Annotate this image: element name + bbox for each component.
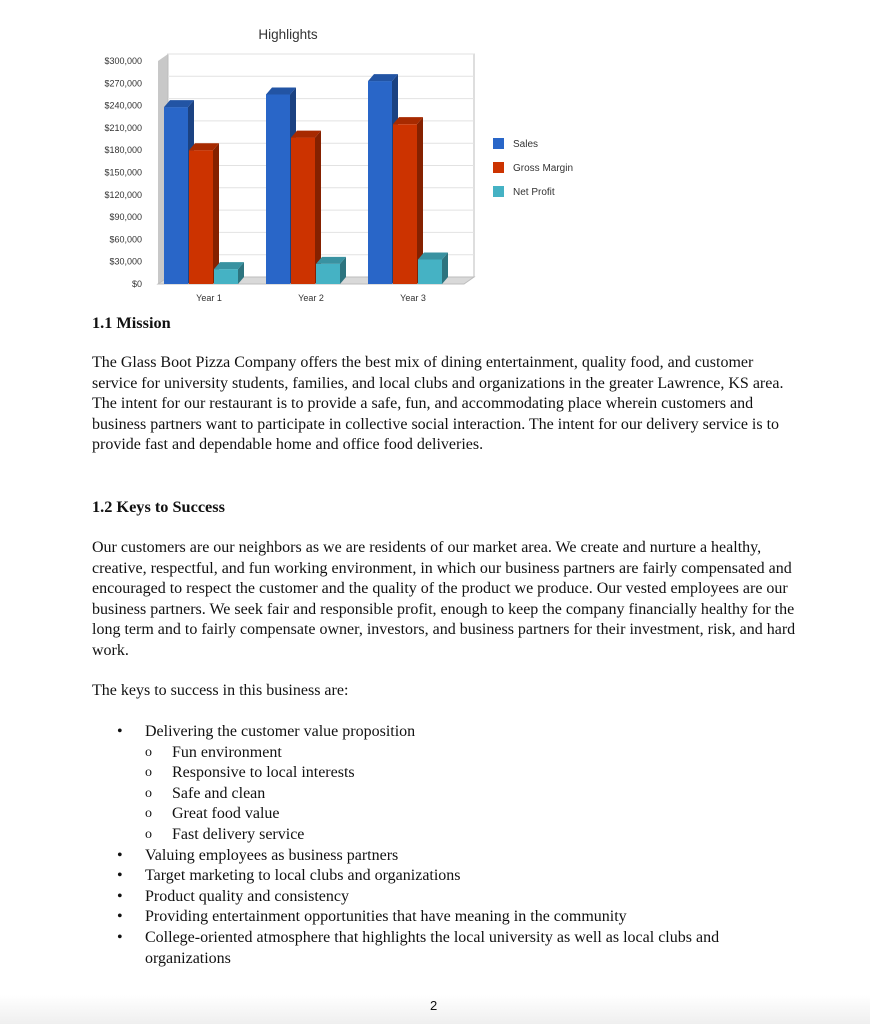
bar-net-profit-year-3 (418, 252, 448, 284)
y-axis-tick-labels (104, 56, 142, 289)
bar-gross-margin-year-1 (189, 143, 219, 284)
bar-net-profit-year-2 (316, 257, 346, 284)
mission-heading: 1.1 Mission (92, 313, 171, 332)
bar-front (266, 94, 290, 284)
bar-gross-margin-year-2 (291, 131, 321, 284)
bullet-mark: • (117, 723, 123, 740)
sub-list-item (145, 784, 797, 805)
sub-bullet-mark: o (145, 826, 152, 842)
bar-net-profit-year-1 (214, 262, 244, 284)
bar-front (418, 259, 442, 284)
list-item-text: Target marketing to local clubs and organizations (145, 867, 461, 885)
sub-bullet-mark: o (145, 785, 152, 801)
bar-front (291, 138, 315, 284)
sub-bullet-mark: o (145, 744, 152, 760)
sub-bullet-mark: o (145, 765, 152, 781)
bullet-mark: • (117, 887, 123, 905)
bar-front (164, 107, 188, 284)
page-number: 2 (430, 998, 438, 1013)
bullet-mark: • (117, 846, 123, 864)
chart-legend (493, 138, 573, 198)
sub-list-item-text: Fast delivery service (172, 825, 305, 843)
x-tick-label: Year 2 (298, 293, 324, 303)
y-tick-label: $180,000 (104, 145, 142, 156)
sub-list (145, 743, 797, 846)
bar-front (316, 264, 340, 284)
list-item-text: Providing entertainment opportunities that have meaning in the community (145, 908, 627, 926)
list-item-text: College-oriented atmosphere that highlights the local university as well as local clubs and organizations (145, 928, 720, 967)
highlights-chart (0, 0, 870, 310)
sub-list-item-text: Responsive to local interests (172, 764, 355, 782)
y-tick-label: $240,000 (104, 100, 142, 111)
list-item (92, 907, 797, 928)
y-tick-label: $30,000 (109, 256, 142, 267)
x-tick-label: Year 3 (400, 293, 426, 303)
x-tick-label: Year 1 (196, 293, 222, 303)
legend-label: Sales (513, 139, 539, 150)
keys-list (92, 722, 797, 969)
list-item-text: Product quality and consistency (145, 887, 349, 905)
sub-bullet-mark: o (145, 806, 152, 822)
list-item (92, 887, 797, 908)
legend-label: Gross Margin (513, 163, 574, 174)
list-item (92, 722, 797, 846)
x-axis-tick-labels (196, 293, 426, 303)
list-item-text: Delivering the customer value proposition (145, 723, 416, 740)
sub-list-item (145, 743, 797, 764)
legend-label: Net Profit (513, 187, 555, 198)
bar-front (189, 150, 213, 284)
mission-paragraph: The Glass Boot Pizza Company offers the best mix of dining entertainment, quality food, and customer service for university students, families, and local clubs and organizations in the greater Lawrence, KS area. The intent for our restaurant is to provide a safe, fun, and accommodating place wherein customers and business partners want to participate in collective social interaction. The intent for our delivery service is to provide fast and dependable home and office food deliveries. (92, 354, 784, 454)
y-tick-label: $270,000 (104, 78, 142, 89)
y-tick-label: $60,000 (109, 234, 142, 245)
y-tick-label: $0 (131, 279, 142, 289)
bullet-mark: • (117, 908, 123, 926)
list-item (92, 846, 797, 867)
legend-swatch (493, 162, 504, 173)
bullet-mark: • (117, 928, 123, 946)
y-tick-label: $300,000 (104, 56, 142, 66)
legend-swatch (493, 186, 504, 197)
list-item (92, 928, 797, 969)
y-tick-label: $210,000 (104, 122, 142, 133)
list-item-text: Valuing employees as business partners (145, 846, 399, 864)
sub-list-item-text: Great food value (172, 805, 280, 823)
sub-list-item (145, 804, 797, 825)
chart-title: Highlights (258, 27, 318, 42)
bar-side (213, 143, 219, 284)
y-tick-label: $90,000 (109, 212, 142, 223)
sub-list-item (145, 763, 797, 784)
sub-list-item (145, 825, 797, 846)
legend-swatch (493, 138, 504, 149)
sub-list-item-text: Safe and clean (172, 784, 266, 802)
bullet-mark: • (117, 867, 123, 885)
keys-paragraph: Our customers are our neighbors as we are residents of our market area. We create and nurture a healthy, creative, respectful, and fun working environment, in which our business partners are fairly compensated and encouraged to respect the customer and the quality of the product we produce. Our vested employees are our business partners. We seek fair and responsible profit, enough to keep the company financially healthy for the long term and to fairly compensate owner, investors, and business partners for their investment, risk, and hard work. (92, 539, 796, 659)
bar-front (368, 81, 392, 284)
keys-heading: 1.2 Keys to Success (92, 497, 225, 516)
bar-front (214, 269, 238, 284)
list-item (92, 866, 797, 887)
y-tick-label: $120,000 (104, 189, 142, 200)
sub-list-item-text: Fun environment (172, 743, 282, 761)
y-tick-label: $150,000 (104, 167, 142, 178)
keys-intro: The keys to success in this business are: (92, 682, 349, 699)
bar-front (393, 124, 417, 284)
